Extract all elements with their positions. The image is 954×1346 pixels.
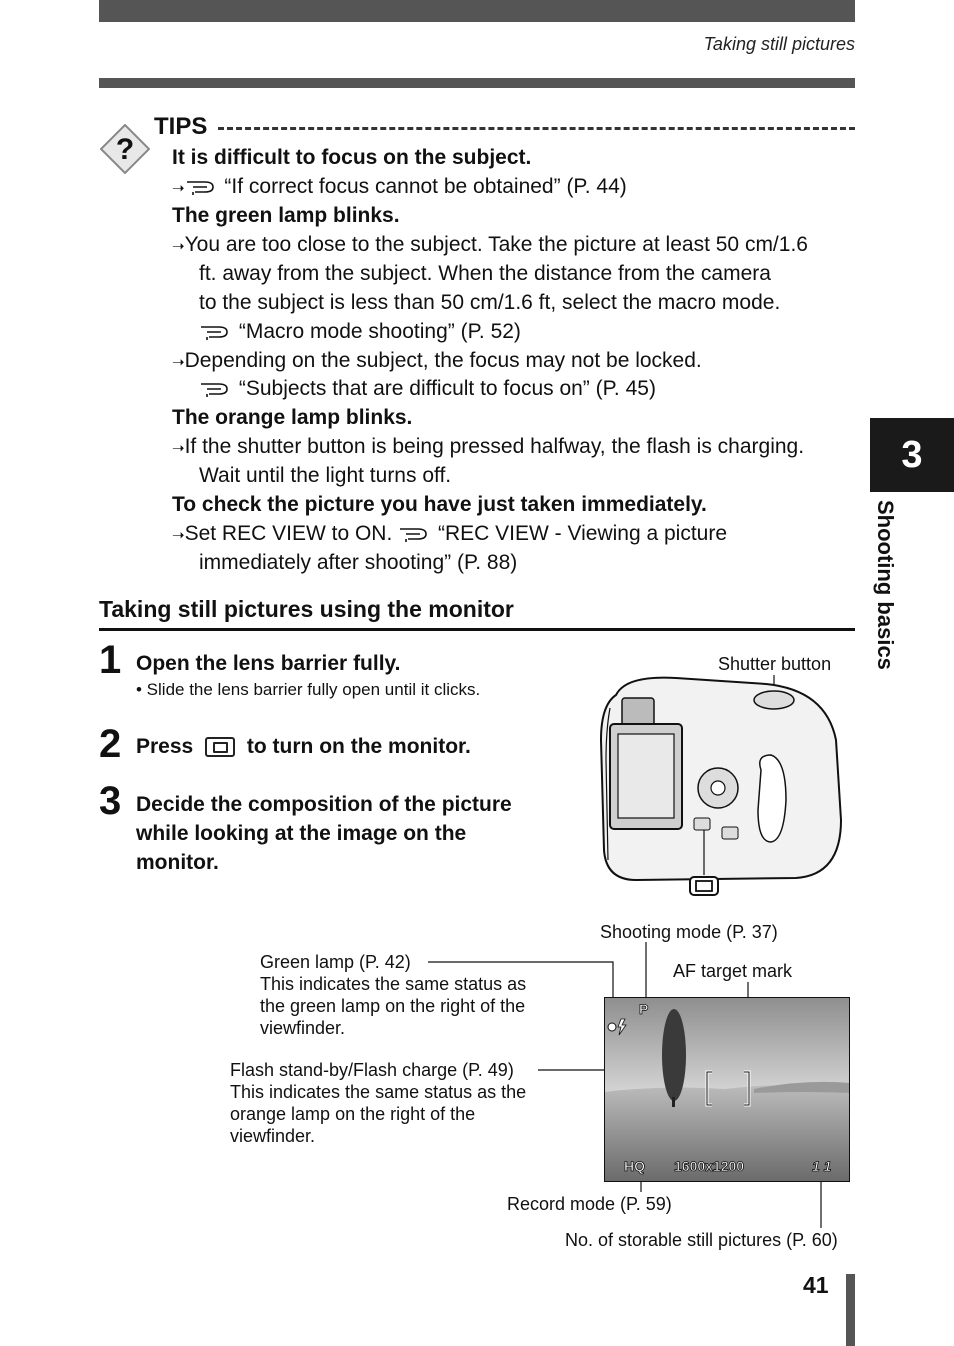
storable-label: No. of storable still pictures (P. 60) (565, 1230, 838, 1250)
osd-quality: HQ (624, 1158, 645, 1174)
step-number: 3 (99, 779, 122, 823)
running-header: Taking still pictures (703, 34, 855, 54)
af-target-label: AF target mark (673, 961, 793, 981)
tip-text: to the subject is less than 50 cm/1.6 ft, select the macro mode. (199, 291, 781, 314)
tip-text: “If correct focus cannot be obtained” (P. 44) (224, 175, 627, 198)
tip-text: If the shutter button is being pressed halfway, the flash is charging. (184, 435, 805, 458)
green-lamp-desc: This indicates the same status as (260, 974, 527, 994)
arrow-icon: ➝ (172, 354, 185, 371)
arrow-icon: ➝ (172, 440, 185, 457)
tip-heading: It is difficult to focus on the subject. (172, 146, 532, 169)
green-lamp-desc: viewfinder. (260, 1018, 346, 1038)
monitor-screen-photo (604, 997, 850, 1182)
tip-text: You are too close to the subject. Take the picture at least 50 cm/1.6 (184, 233, 808, 256)
tip-heading: To check the picture you have just taken immediately. (172, 493, 707, 516)
tips-label: TIPS (154, 113, 208, 140)
flash-desc: orange lamp on the right of the (230, 1104, 476, 1124)
tip-heading: The orange lamp blinks. (172, 406, 413, 429)
step-text: while looking at the image on the (136, 822, 467, 845)
step-number: 2 (99, 722, 122, 766)
step-text: Decide the composition of the picture (136, 793, 512, 816)
tip-text: ft. away from the subject. When the distance from the camera (199, 262, 771, 285)
page-number: 41 (803, 1272, 829, 1298)
svg-text:?: ? (115, 133, 135, 166)
step-text-part: to turn on the monitor. (246, 735, 471, 758)
shooting-mode-label: Shooting mode (P. 37) (600, 922, 778, 942)
tip-text: Depending on the subject, the focus may not be locked. (184, 349, 702, 372)
tip-text: Wait until the light turns off. (199, 464, 452, 487)
tip-text: immediately after shooting” (P. 88) (199, 551, 518, 574)
tip-text: “Macro mode shooting” (P. 52) (238, 320, 521, 343)
tip-text: “Subjects that are difficult to focus on” (P. 45) (238, 377, 656, 400)
chapter-label-wrap (840, 500, 900, 700)
arrow-icon: ➝ (172, 180, 185, 197)
section-title: Taking still pictures using the monitor (99, 596, 514, 622)
step-text-part: Press (136, 735, 194, 758)
tip-text: Set REC VIEW to ON. (184, 522, 393, 545)
arrow-icon: ➝ (172, 238, 185, 255)
osd-resolution: 1600x1200 (674, 1158, 745, 1174)
step-number: 1 (99, 638, 122, 682)
flash-desc: This indicates the same status as the (230, 1082, 527, 1102)
chapter-label: Shooting basics (873, 500, 898, 670)
osd-count: 1 1 (812, 1158, 832, 1174)
chapter-number: 3 (901, 433, 923, 476)
tip-text: “REC VIEW - Viewing a picture (437, 522, 728, 545)
osd-mode: P (639, 1001, 649, 1017)
tip-heading: The green lamp blinks. (172, 204, 400, 227)
page-bar (846, 1274, 855, 1346)
step-text: Open the lens barrier fully. (136, 652, 401, 675)
green-lamp-desc: the green lamp on the right of the (260, 996, 526, 1016)
step-text: monitor. (136, 851, 219, 874)
step-subtext: • Slide the lens barrier fully open until it clicks. (136, 680, 481, 699)
record-mode-label: Record mode (P. 59) (507, 1194, 672, 1214)
shutter-label: Shutter button (718, 654, 832, 674)
arrow-icon: ➝ (172, 527, 185, 544)
flash-label: Flash stand-by/Flash charge (P. 49) (230, 1060, 514, 1080)
flash-desc: viewfinder. (230, 1126, 316, 1146)
green-lamp-label: Green lamp (P. 42) (260, 952, 411, 972)
